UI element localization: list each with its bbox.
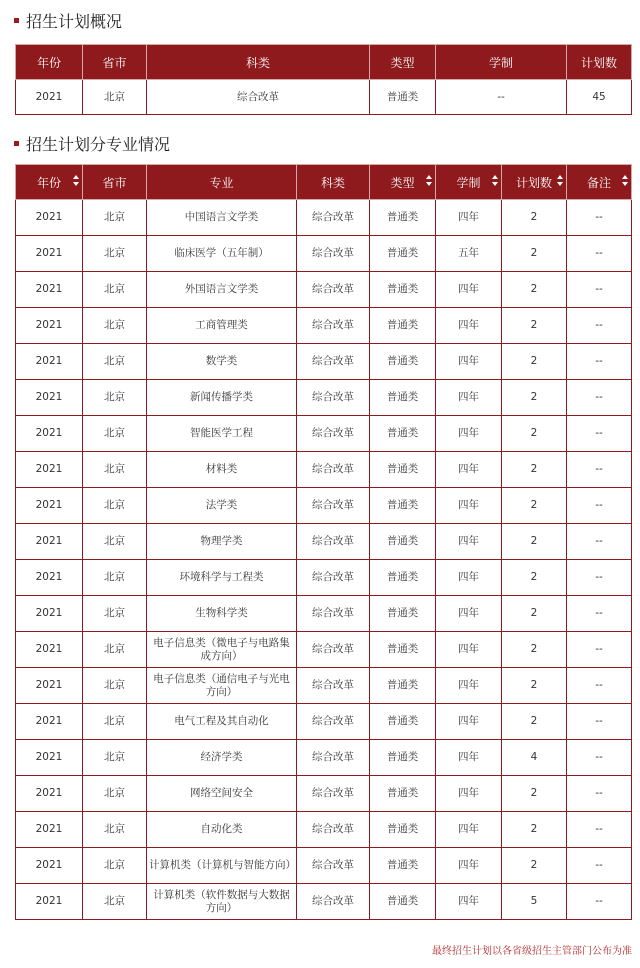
cell-duration: 四年 [436,704,502,740]
overview-header-row [16,45,632,80]
header-remarks[interactable]: 备注 [567,165,632,200]
cell-year: 2021 [16,668,83,704]
table-row [16,488,632,524]
table-row [16,632,632,668]
cell-plan-count: 45 [567,80,632,115]
cell-year: 2021 [16,80,83,115]
cell-subject: 综合改革 [297,308,370,344]
header-year: 年份 [16,45,83,80]
cell-subject: 综合改革 [297,524,370,560]
cell-subject: 综合改革 [297,668,370,704]
cell-major: 中国语言文学类 [147,200,297,236]
cell-duration: 四年 [436,740,502,776]
cell-duration: 四年 [436,812,502,848]
table-row [16,380,632,416]
cell-plan-count: 2 [502,704,567,740]
cell-remarks: -- [567,344,632,380]
cell-year: 2021 [16,236,83,272]
header-type[interactable]: 类型 [370,165,436,200]
cell-major: 环境科学与工程类 [147,560,297,596]
cell-remarks: -- [567,596,632,632]
header-duration[interactable]: 学制 [436,165,502,200]
cell-major: 电子信息类（微电子与电路集成方向） [147,632,297,668]
cell-duration: 四年 [436,524,502,560]
cell-type: 普通类 [370,596,436,632]
cell-plan-count: 5 [502,884,567,920]
cell-subject: 综合改革 [297,776,370,812]
table-row [16,884,632,920]
cell-subject: 综合改革 [297,416,370,452]
cell-major: 法学类 [147,488,297,524]
cell-province: 北京 [83,848,147,884]
cell-type: 普通类 [370,704,436,740]
cell-province: 北京 [83,596,147,632]
cell-year: 2021 [16,416,83,452]
cell-type: 普通类 [370,416,436,452]
cell-major: 经济学类 [147,740,297,776]
cell-plan-count: 2 [502,200,567,236]
cell-major: 材料类 [147,452,297,488]
cell-plan-count: 2 [502,488,567,524]
table-row [16,848,632,884]
cell-subject: 综合改革 [297,704,370,740]
cell-province: 北京 [83,488,147,524]
majors-table-body [16,200,632,920]
cell-subject: 综合改革 [147,80,370,115]
cell-province: 北京 [83,524,147,560]
cell-remarks: -- [567,308,632,344]
table-row [16,308,632,344]
cell-subject: 综合改革 [297,236,370,272]
cell-plan-count: 2 [502,560,567,596]
table-row [16,668,632,704]
cell-major: 外国语言文学类 [147,272,297,308]
cell-major: 网络空间安全 [147,776,297,812]
cell-plan-count: 2 [502,524,567,560]
cell-major: 临床医学（五年制） [147,236,297,272]
cell-province: 北京 [83,380,147,416]
cell-remarks: -- [567,632,632,668]
cell-province: 北京 [83,812,147,848]
cell-subject: 综合改革 [297,632,370,668]
cell-duration: 四年 [436,632,502,668]
cell-type: 普通类 [370,884,436,920]
cell-type: 普通类 [370,488,436,524]
cell-plan-count: 2 [502,848,567,884]
cell-duration: 四年 [436,848,502,884]
table-row [16,740,632,776]
cell-remarks: -- [567,776,632,812]
cell-duration: 四年 [436,380,502,416]
cell-year: 2021 [16,704,83,740]
header-province: 省市 [83,165,147,200]
cell-major: 数学类 [147,344,297,380]
header-subject: 科类 [147,45,370,80]
cell-type: 普通类 [370,812,436,848]
cell-subject: 综合改革 [297,560,370,596]
cell-duration: 四年 [436,344,502,380]
cell-duration: 四年 [436,668,502,704]
cell-remarks: -- [567,560,632,596]
cell-subject: 综合改革 [297,596,370,632]
cell-province: 北京 [83,236,147,272]
cell-type: 普通类 [370,308,436,344]
table-row [16,272,632,308]
cell-year: 2021 [16,812,83,848]
cell-year: 2021 [16,524,83,560]
cell-year: 2021 [16,740,83,776]
cell-plan-count: 2 [502,272,567,308]
cell-type: 普通类 [370,272,436,308]
cell-duration: 五年 [436,236,502,272]
cell-type: 普通类 [370,80,436,115]
cell-duration: 四年 [436,560,502,596]
cell-duration: 四年 [436,200,502,236]
cell-duration: 四年 [436,416,502,452]
cell-remarks: -- [567,812,632,848]
cell-subject: 综合改革 [297,488,370,524]
cell-subject: 综合改革 [297,812,370,848]
header-plan-count: 计划数 [567,45,632,80]
cell-province: 北京 [83,632,147,668]
header-subject: 科类 [297,165,370,200]
cell-remarks: -- [567,200,632,236]
cell-remarks: -- [567,704,632,740]
cell-type: 普通类 [370,524,436,560]
cell-province: 北京 [83,776,147,812]
cell-major: 计算机类（软件数据与大数据方向） [147,884,297,920]
table-row [16,200,632,236]
cell-duration: 四年 [436,272,502,308]
cell-plan-count: 2 [502,308,567,344]
cell-year: 2021 [16,488,83,524]
cell-year: 2021 [16,380,83,416]
cell-type: 普通类 [370,452,436,488]
cell-remarks: -- [567,668,632,704]
cell-year: 2021 [16,632,83,668]
cell-remarks: -- [567,740,632,776]
table-row [16,524,632,560]
cell-remarks: -- [567,416,632,452]
cell-plan-count: 2 [502,416,567,452]
cell-subject: 综合改革 [297,848,370,884]
table-row [16,452,632,488]
cell-province: 北京 [83,704,147,740]
cell-subject: 综合改革 [297,884,370,920]
cell-year: 2021 [16,308,83,344]
cell-type: 普通类 [370,668,436,704]
bullet-icon [14,18,19,23]
overview-row [16,80,632,115]
cell-year: 2021 [16,776,83,812]
cell-type: 普通类 [370,848,436,884]
cell-year: 2021 [16,452,83,488]
cell-major: 自动化类 [147,812,297,848]
header-province: 省市 [83,45,147,80]
cell-plan-count: 2 [502,632,567,668]
cell-remarks: -- [567,236,632,272]
cell-remarks: -- [567,452,632,488]
cell-type: 普通类 [370,380,436,416]
cell-province: 北京 [83,668,147,704]
cell-major: 电子信息类（通信电子与光电方向） [147,668,297,704]
cell-remarks: -- [567,848,632,884]
cell-major: 物理学类 [147,524,297,560]
table-row [16,812,632,848]
cell-duration: 四年 [436,488,502,524]
cell-province: 北京 [83,452,147,488]
footer-note: 最终招生计划以各省级招生主管部门公布为准 [432,946,632,957]
cell-plan-count: 2 [502,668,567,704]
cell-major: 生物科学类 [147,596,297,632]
cell-plan-count: 2 [502,380,567,416]
cell-province: 北京 [83,272,147,308]
table-row [16,416,632,452]
cell-remarks: -- [567,524,632,560]
cell-remarks: -- [567,380,632,416]
cell-type: 普通类 [370,560,436,596]
overview-table [15,44,632,115]
majors-section-title [14,135,170,155]
cell-duration: -- [436,80,567,115]
cell-province: 北京 [83,884,147,920]
cell-type: 普通类 [370,236,436,272]
cell-major: 新闻传播学类 [147,380,297,416]
cell-subject: 综合改革 [297,740,370,776]
cell-duration: 四年 [436,884,502,920]
cell-plan-count: 2 [502,812,567,848]
header-duration: 学制 [436,45,567,80]
cell-subject: 综合改革 [297,272,370,308]
cell-type: 普通类 [370,632,436,668]
cell-duration: 四年 [436,452,502,488]
cell-plan-count: 2 [502,236,567,272]
cell-remarks: -- [567,884,632,920]
cell-year: 2021 [16,848,83,884]
cell-remarks: -- [567,488,632,524]
cell-province: 北京 [83,560,147,596]
cell-year: 2021 [16,272,83,308]
header-year[interactable]: 年份 [16,165,83,200]
cell-year: 2021 [16,596,83,632]
majors-header-row [16,165,632,200]
cell-plan-count: 2 [502,452,567,488]
table-row [16,236,632,272]
majors-title: 招生计划分专业情况 [26,135,171,154]
overview-title: 招生计划概况 [26,12,123,31]
cell-province: 北京 [83,308,147,344]
cell-year: 2021 [16,344,83,380]
cell-type: 普通类 [370,200,436,236]
cell-major: 计算机类（计算机与智能方向） [147,848,297,884]
overview-section-title [14,12,122,32]
bullet-icon [14,141,19,146]
table-row [16,344,632,380]
cell-year: 2021 [16,200,83,236]
cell-type: 普通类 [370,740,436,776]
header-plan-count[interactable]: 计划数 [502,165,567,200]
cell-plan-count: 2 [502,776,567,812]
cell-province: 北京 [83,416,147,452]
cell-major: 电气工程及其自动化 [147,704,297,740]
cell-remarks: -- [567,272,632,308]
cell-year: 2021 [16,560,83,596]
table-row [16,596,632,632]
cell-plan-count: 2 [502,344,567,380]
cell-plan-count: 2 [502,596,567,632]
cell-plan-count: 4 [502,740,567,776]
cell-province: 北京 [83,740,147,776]
header-major: 专业 [147,165,297,200]
cell-type: 普通类 [370,344,436,380]
cell-province: 北京 [83,200,147,236]
header-type: 类型 [370,45,436,80]
cell-subject: 综合改革 [297,200,370,236]
cell-subject: 综合改革 [297,452,370,488]
cell-type: 普通类 [370,776,436,812]
cell-duration: 四年 [436,596,502,632]
cell-duration: 四年 [436,776,502,812]
table-row [16,776,632,812]
cell-subject: 综合改革 [297,380,370,416]
cell-major: 智能医学工程 [147,416,297,452]
cell-year: 2021 [16,884,83,920]
majors-table [15,164,632,920]
cell-major: 工商管理类 [147,308,297,344]
cell-province: 北京 [83,80,147,115]
table-row [16,560,632,596]
cell-province: 北京 [83,344,147,380]
table-row [16,704,632,740]
cell-duration: 四年 [436,308,502,344]
cell-subject: 综合改革 [297,344,370,380]
